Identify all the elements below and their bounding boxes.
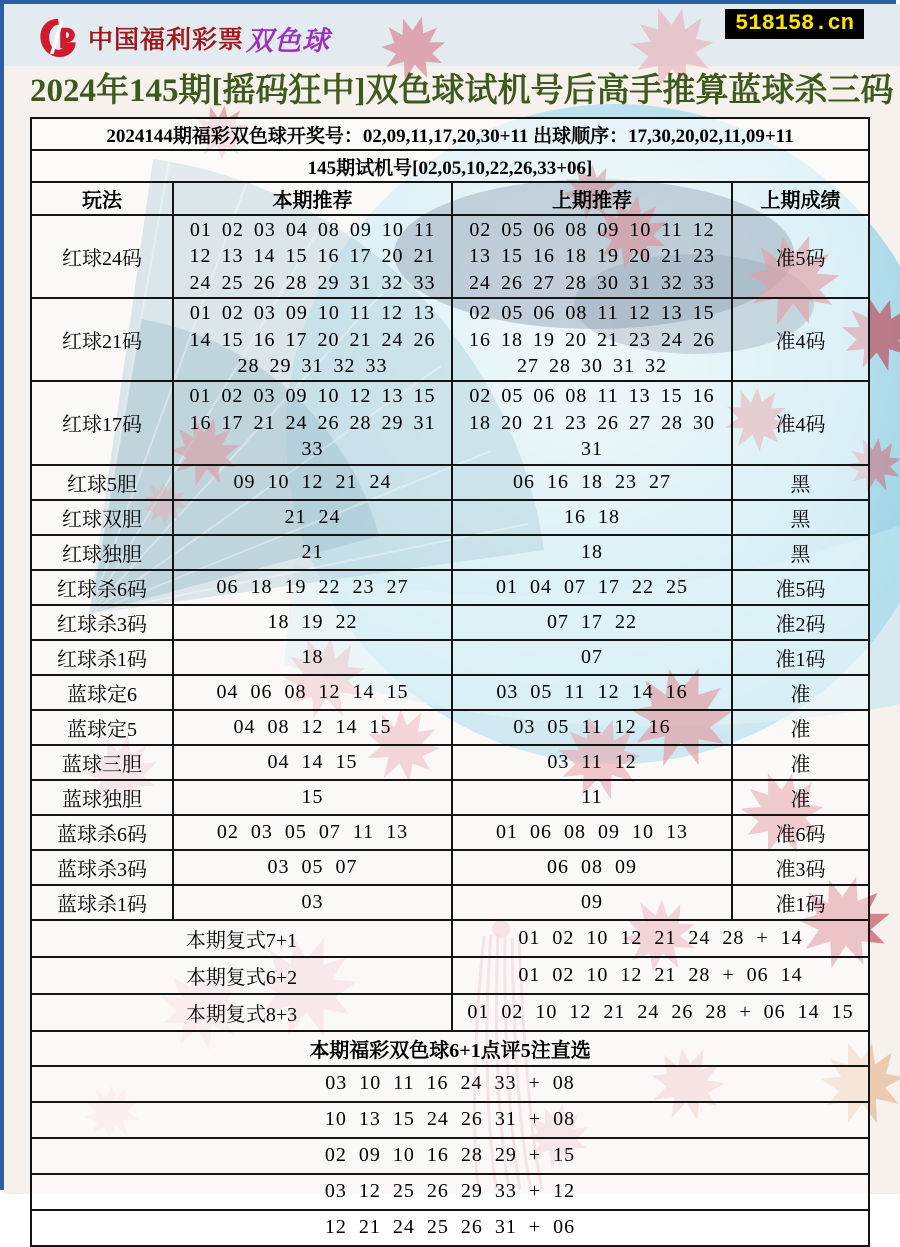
current-numbers: 18 bbox=[173, 640, 452, 675]
review-header-text: 本期福彩双色球6+1点评5注直选 bbox=[31, 1031, 869, 1066]
current-numbers: 21 bbox=[173, 535, 452, 570]
playtype-label: 蓝球杀3码 bbox=[31, 850, 173, 885]
table-row bbox=[31, 215, 869, 298]
result-value: 准3码 bbox=[732, 850, 869, 885]
current-numbers: 04 08 12 14 15 bbox=[173, 710, 452, 745]
review-row bbox=[31, 1102, 869, 1138]
result-value: 准5码 bbox=[732, 215, 869, 298]
table-row bbox=[31, 605, 869, 640]
fushi-row bbox=[31, 957, 869, 994]
current-numbers: 03 05 07 bbox=[173, 850, 452, 885]
playtype-label: 蓝球独胆 bbox=[31, 780, 173, 815]
page-title: 2024年145期[摇码狂中]双色球试机号后高手推算蓝球杀三码 bbox=[30, 73, 894, 109]
current-numbers: 01 02 03 09 10 11 12 13 14 15 16 17 20 21 24 26 28 29 31 32 33 bbox=[173, 298, 452, 381]
previous-numbers: 11 bbox=[452, 780, 732, 815]
current-numbers: 06 18 19 22 23 27 bbox=[173, 570, 452, 605]
fushi-numbers: 01 02 10 12 21 28 + 06 14 bbox=[452, 957, 869, 994]
review-numbers: 03 12 25 26 29 33 + 12 bbox=[31, 1174, 869, 1210]
previous-numbers: 07 bbox=[452, 640, 732, 675]
current-numbers: 01 02 03 04 08 09 10 11 12 13 14 15 16 17 20 21 24 25 26 28 29 31 32 33 bbox=[173, 215, 452, 298]
col-header-playtype: 玩法 bbox=[31, 182, 173, 215]
previous-numbers: 01 06 08 09 10 13 bbox=[452, 815, 732, 850]
result-value: 准 bbox=[732, 710, 869, 745]
playtype-label: 蓝球定6 bbox=[31, 675, 173, 710]
result-value: 黑 bbox=[732, 535, 869, 570]
review-header-row bbox=[31, 1031, 869, 1066]
result-value: 准 bbox=[732, 675, 869, 710]
playtype-label: 蓝球三胆 bbox=[31, 745, 173, 780]
fushi-label: 本期复式8+3 bbox=[31, 994, 452, 1031]
table-row bbox=[31, 885, 869, 920]
previous-numbers: 18 bbox=[452, 535, 732, 570]
current-numbers: 18 19 22 bbox=[173, 605, 452, 640]
current-numbers: 02 03 05 07 11 13 bbox=[173, 815, 452, 850]
result-value: 准4码 bbox=[732, 381, 869, 464]
previous-numbers: 06 08 09 bbox=[452, 850, 732, 885]
table-row bbox=[31, 500, 869, 535]
current-numbers: 04 14 15 bbox=[173, 745, 452, 780]
playtype-label: 红球杀6码 bbox=[31, 570, 173, 605]
playtype-label: 红球17码 bbox=[31, 381, 173, 464]
previous-numbers: 01 04 07 17 22 25 bbox=[452, 570, 732, 605]
result-value: 准4码 bbox=[732, 298, 869, 381]
table-row bbox=[31, 298, 869, 381]
table-row bbox=[31, 850, 869, 885]
table-row bbox=[31, 570, 869, 605]
review-row bbox=[31, 1066, 869, 1102]
playtype-label: 蓝球杀1码 bbox=[31, 885, 173, 920]
col-header-previous: 上期推荐 bbox=[452, 182, 732, 215]
result-value: 准2码 bbox=[732, 605, 869, 640]
table-row bbox=[31, 381, 869, 464]
logo-text: 中国福利彩票 bbox=[88, 26, 245, 54]
result-value: 准1码 bbox=[732, 885, 869, 920]
playtype-label: 红球独胆 bbox=[31, 535, 173, 570]
playtype-label: 蓝球定5 bbox=[31, 710, 173, 745]
previous-numbers: 06 16 18 23 27 bbox=[452, 465, 732, 500]
fushi-label: 本期复式7+1 bbox=[31, 920, 452, 957]
fushi-row bbox=[31, 920, 869, 957]
review-row bbox=[31, 1138, 869, 1174]
previous-numbers: 07 17 22 bbox=[452, 605, 732, 640]
cp-logo-icon bbox=[36, 16, 80, 60]
previous-numbers: 03 05 11 12 16 bbox=[452, 710, 732, 745]
previous-numbers: 03 05 11 12 14 16 bbox=[452, 675, 732, 710]
fushi-label: 本期复式6+2 bbox=[31, 957, 452, 994]
current-numbers: 03 bbox=[173, 885, 452, 920]
logo-brand-text: 双色球 bbox=[246, 25, 331, 56]
table-row bbox=[31, 780, 869, 815]
col-header-result: 上期成绩 bbox=[732, 182, 869, 215]
review-numbers: 03 10 11 16 24 33 + 08 bbox=[31, 1066, 869, 1102]
logo bbox=[36, 16, 330, 60]
current-numbers: 09 10 12 21 24 bbox=[173, 465, 452, 500]
table-row bbox=[31, 535, 869, 570]
table-row bbox=[31, 465, 869, 500]
test-number-text: 145期试机号[02,05,10,22,26,33+06] bbox=[31, 150, 869, 182]
current-numbers: 21 24 bbox=[173, 500, 452, 535]
previous-numbers: 02 05 06 08 11 12 13 15 16 18 19 20 21 23 24 26 27 28 30 31 32 bbox=[452, 298, 732, 381]
playtype-label: 蓝球杀6码 bbox=[31, 815, 173, 850]
current-numbers: 04 06 08 12 14 15 bbox=[173, 675, 452, 710]
header bbox=[30, 4, 866, 62]
previous-numbers: 09 bbox=[452, 885, 732, 920]
table-row bbox=[31, 815, 869, 850]
result-value: 黑 bbox=[732, 500, 869, 535]
table-row bbox=[31, 640, 869, 675]
table-row bbox=[31, 675, 869, 710]
table-row bbox=[31, 710, 869, 745]
previous-numbers: 02 05 06 08 11 13 15 16 18 20 21 23 26 27 28 30 31 bbox=[452, 381, 732, 464]
review-numbers: 12 21 24 25 26 31 + 06 bbox=[31, 1210, 869, 1246]
result-value: 准 bbox=[732, 780, 869, 815]
previous-numbers: 16 18 bbox=[452, 500, 732, 535]
col-header-current: 本期推荐 bbox=[173, 182, 452, 215]
fushi-row bbox=[31, 994, 869, 1031]
result-value: 准1码 bbox=[732, 640, 869, 675]
table-row bbox=[31, 745, 869, 780]
playtype-label: 红球5胆 bbox=[31, 465, 173, 500]
fushi-numbers: 01 02 10 12 21 24 28 + 14 bbox=[452, 920, 869, 957]
prediction-table bbox=[30, 117, 870, 1247]
test-number-row bbox=[31, 150, 869, 182]
draw-info-row bbox=[31, 118, 869, 150]
review-numbers: 02 09 10 16 28 29 + 15 bbox=[31, 1138, 869, 1174]
draw-result-text: 2024144期福彩双色球开奖号：02,09,11,17,20,30+11 出球顺序：17,30,20,02,11,09+11 bbox=[31, 118, 869, 150]
playtype-label: 红球双胆 bbox=[31, 500, 173, 535]
review-row bbox=[31, 1210, 869, 1246]
previous-numbers: 02 05 06 08 09 10 11 12 13 15 16 18 19 20 21 23 24 26 27 28 30 31 32 33 bbox=[452, 215, 732, 298]
playtype-label: 红球21码 bbox=[31, 298, 173, 381]
current-numbers: 01 02 03 09 10 12 13 15 16 17 21 24 26 28 29 31 33 bbox=[173, 381, 452, 464]
review-row bbox=[31, 1174, 869, 1210]
result-value: 准5码 bbox=[732, 570, 869, 605]
table-header-row bbox=[31, 182, 869, 215]
playtype-label: 红球杀1码 bbox=[31, 640, 173, 675]
playtype-label: 红球杀3码 bbox=[31, 605, 173, 640]
result-value: 准6码 bbox=[732, 815, 869, 850]
fushi-numbers: 01 02 10 12 21 24 26 28 + 06 14 15 bbox=[452, 994, 869, 1031]
result-value: 黑 bbox=[732, 465, 869, 500]
review-numbers: 10 13 15 24 26 31 + 08 bbox=[31, 1102, 869, 1138]
previous-numbers: 03 11 12 bbox=[452, 745, 732, 780]
result-value: 准 bbox=[732, 745, 869, 780]
playtype-label: 红球24码 bbox=[31, 215, 173, 298]
current-numbers: 15 bbox=[173, 780, 452, 815]
content bbox=[4, 4, 892, 1247]
site-url-badge[interactable]: 518158.cn bbox=[725, 9, 864, 39]
